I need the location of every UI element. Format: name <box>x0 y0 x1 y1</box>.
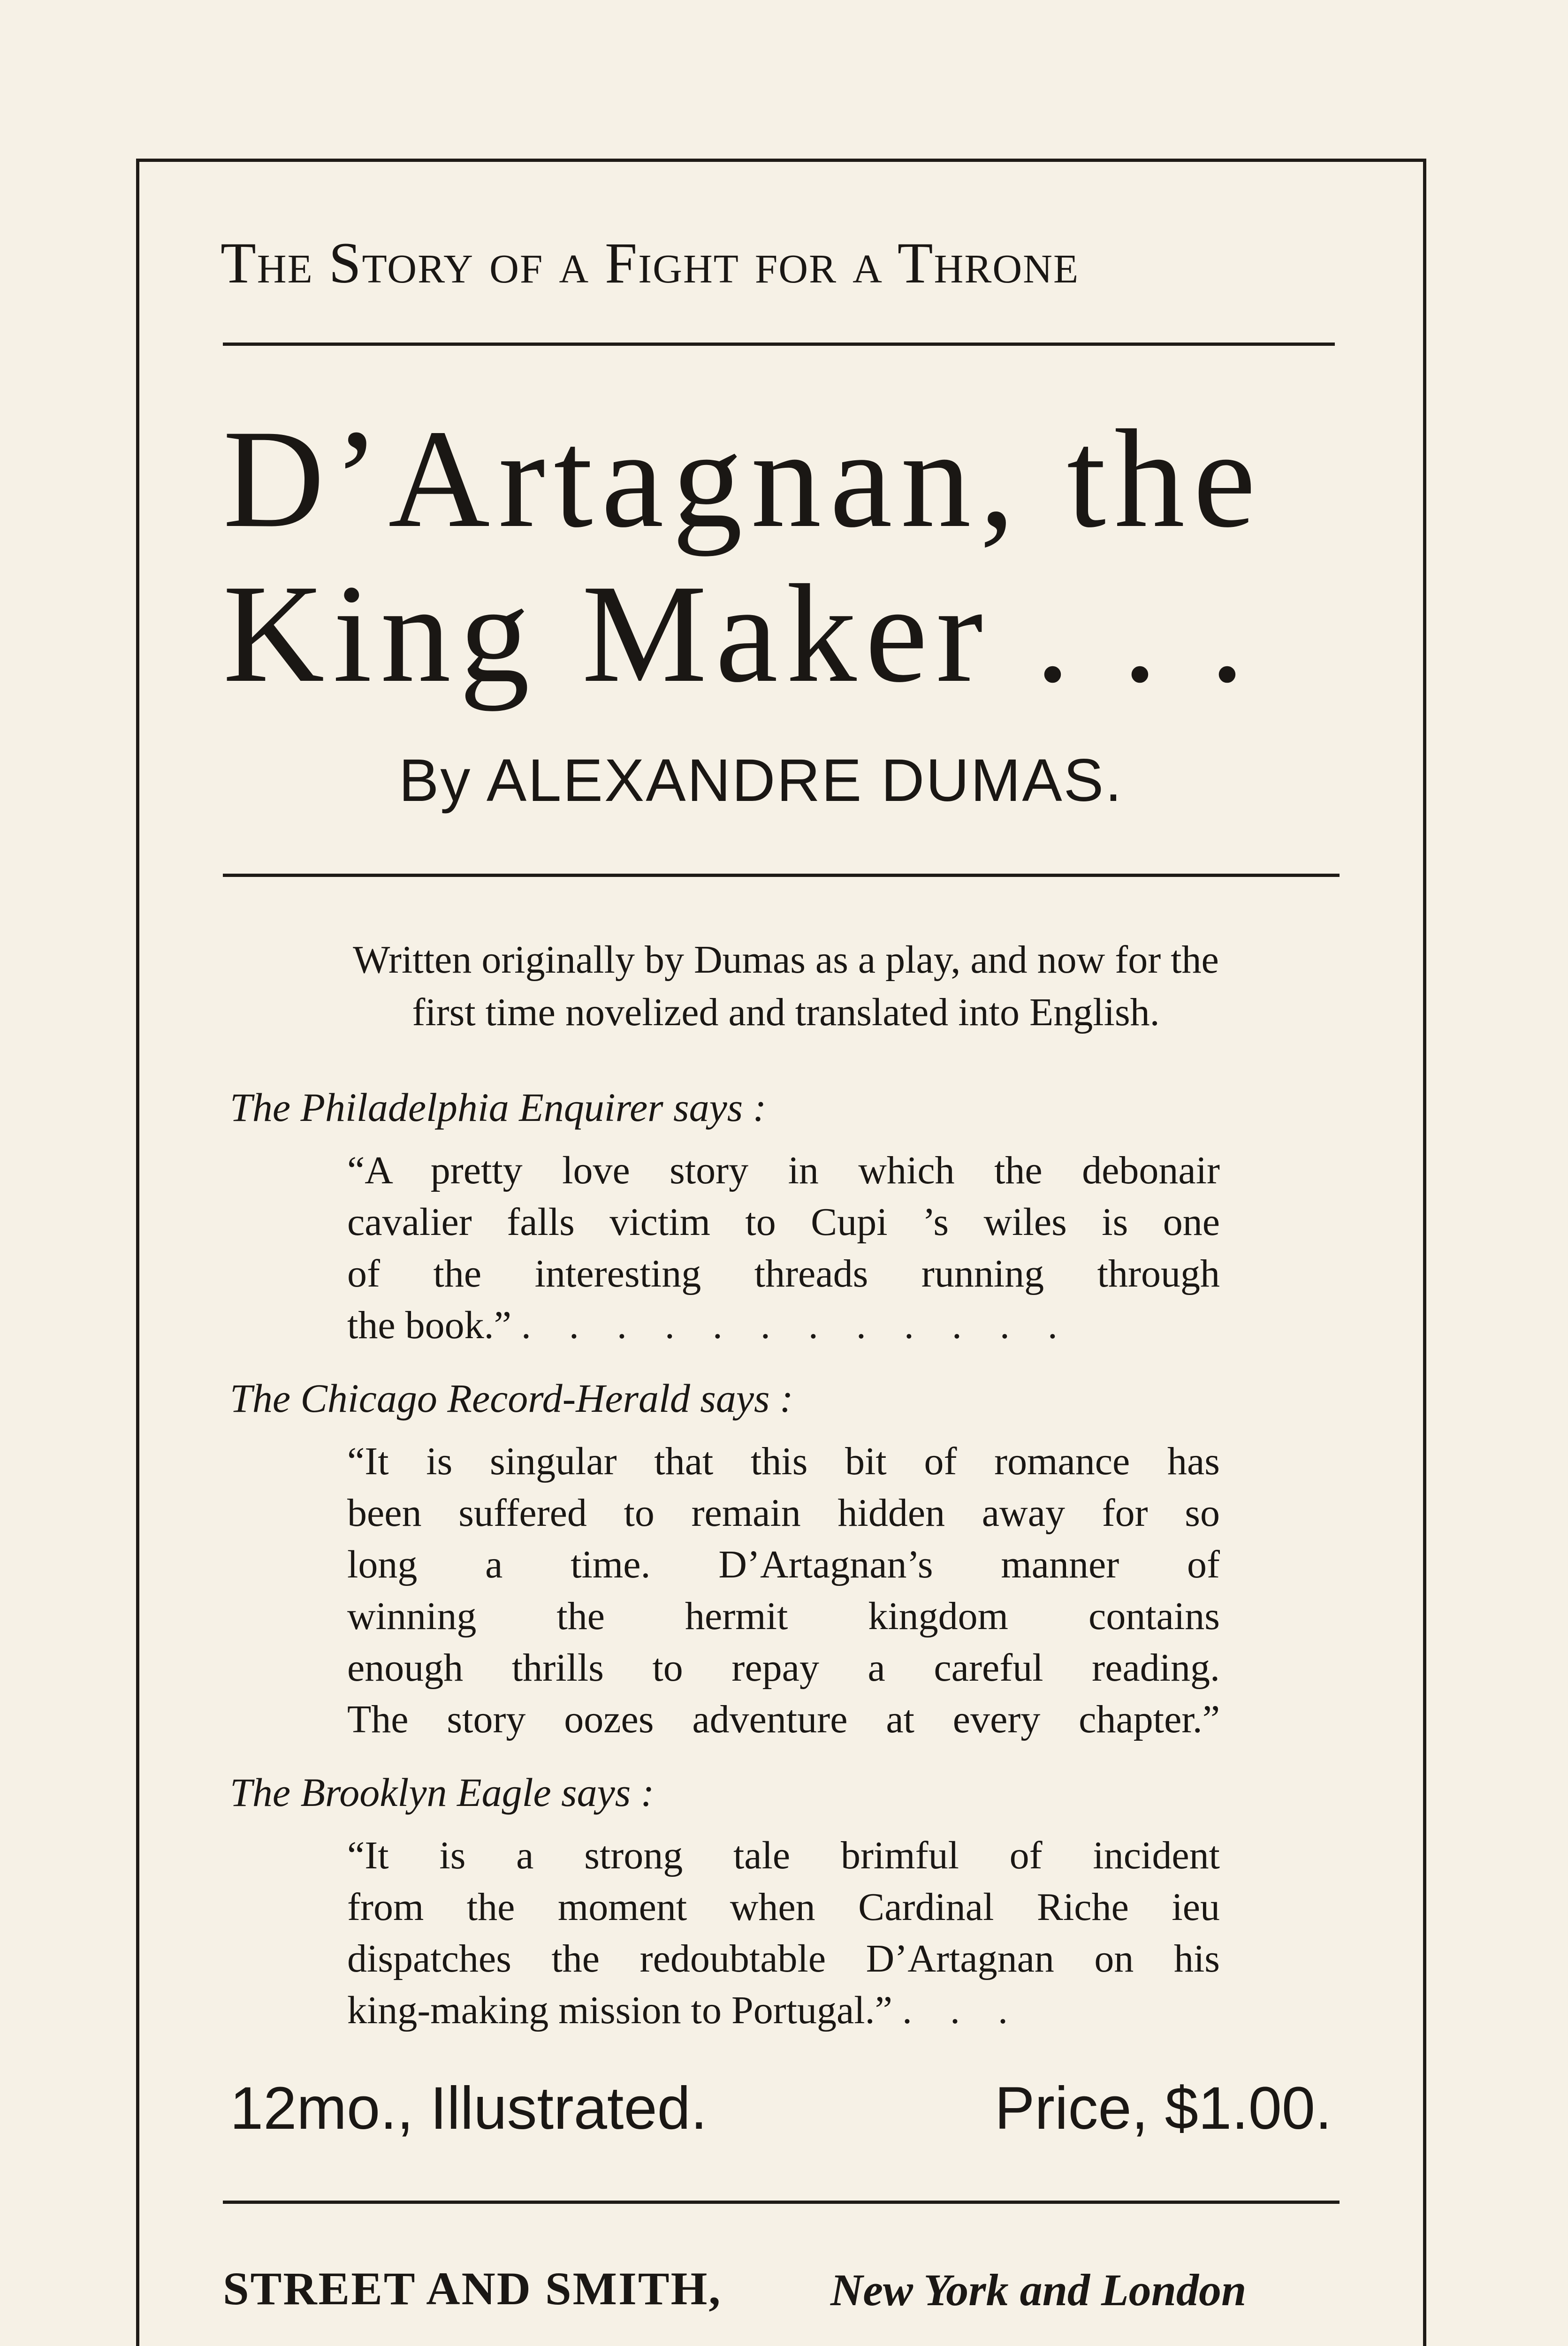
intro-line-2: first time novelized and translated into English. <box>412 990 1160 1034</box>
divider-after-author <box>223 874 1340 877</box>
book-title-line2: King Maker . . . <box>223 556 1253 711</box>
quote-line: dispatches the redoubtable D’Artagnan on his <box>347 1937 1220 1980</box>
format-info: 12mo., Illustrated. <box>230 2075 708 2142</box>
price: Price, $1.00. <box>995 2075 1332 2142</box>
quote-line <box>347 1985 1220 2036</box>
quote-line: “It is singular that this bit of romance has <box>347 1440 1220 1483</box>
quote-text: king-making mission to Portugal.” <box>347 1988 892 2032</box>
quote-line: The story oozes adventure at every chapter.” <box>347 1698 1220 1741</box>
review-source: The Philadelphia Enquirer says : <box>230 1085 767 1130</box>
divider-top <box>223 343 1335 346</box>
quote-line: cavalier falls victim to Cupi ’s wiles is one <box>347 1200 1220 1244</box>
quote-line: enough thrills to repay a careful reading. <box>347 1646 1220 1690</box>
review-quote <box>347 1145 1220 1351</box>
leader-dots: . . . <box>902 1988 1022 2032</box>
review-quote <box>347 1436 1220 1745</box>
quote-line: winning the hermit kingdom contains <box>347 1594 1220 1638</box>
author-byline: By ALEXANDRE DUMAS. <box>399 747 1123 814</box>
quote-line: “It is a strong tale brimful of incident <box>347 1834 1220 1877</box>
intro-line-1: Written originally by Dumas as a play, and now for the <box>353 938 1219 982</box>
quote-line <box>347 1300 1220 1351</box>
quote-line: long a time. D’Artagnan’s manner of <box>347 1543 1220 1586</box>
leader-dots: . . . . . . . . . . . . <box>521 1303 1072 1347</box>
review-source: The Chicago Record-Herald says : <box>230 1376 793 1421</box>
publisher-location: New York and London <box>830 2265 1247 2315</box>
quote-line: of the interesting threads running through <box>347 1252 1220 1295</box>
quote-line: “A pretty love story in which the debonair <box>347 1149 1220 1192</box>
divider-bottom <box>223 2201 1340 2204</box>
book-title-line1: D’Artagnan, the <box>223 401 1264 556</box>
quote-text: the book.” <box>347 1303 511 1347</box>
review-source: The Brooklyn Eagle says : <box>230 1770 655 1815</box>
publisher-name: STREET AND SMITH, <box>223 2262 722 2315</box>
review-quote <box>347 1830 1220 2036</box>
tagline: The Story of a Fight for a Throne <box>221 231 1080 295</box>
quote-line: from the moment when Cardinal Riche ieu <box>347 1885 1220 1929</box>
quote-line: been suffered to remain hidden away for so <box>347 1491 1220 1535</box>
